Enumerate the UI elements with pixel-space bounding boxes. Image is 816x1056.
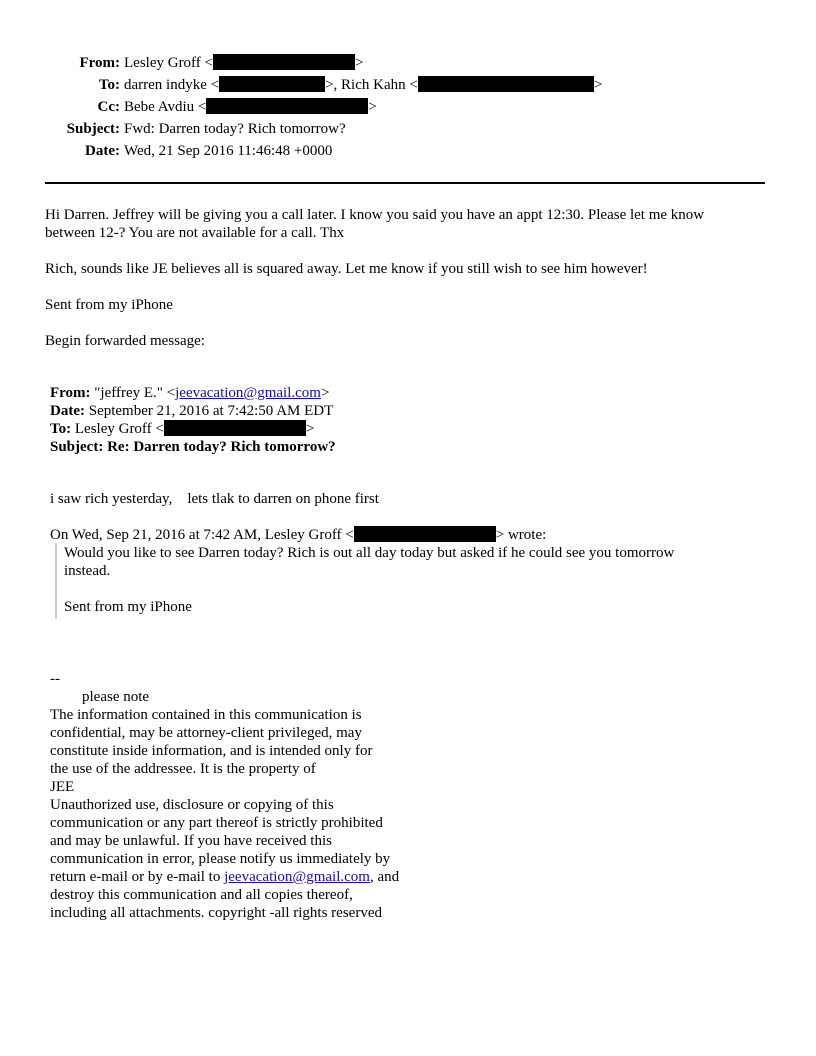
fwd-date-line — [50, 402, 333, 420]
disclaimer-line-10-end: , and — [369, 869, 400, 885]
redacted-email-to-1 — [219, 76, 325, 92]
quote-attribution-end: > wrote: — [495, 527, 547, 543]
disclaimer-line-5: JEE — [50, 779, 75, 795]
fwd-to-label: To: — [50, 421, 72, 437]
date-value: Wed, 21 Sep 2016 11:46:48 +0000 — [124, 143, 333, 159]
disclaimer-line-2: confidential, may be attorney-client privileged, may — [50, 725, 362, 741]
cc-label: Cc: — [97, 99, 120, 115]
fwd-date-value: September 21, 2016 at 7:42:50 AM EDT — [88, 403, 334, 419]
signature-please-note: please note — [82, 689, 150, 705]
fwd-from-close: > — [320, 385, 330, 401]
fwd-subject-value: Re: Darren today? Rich tomorrow? — [107, 439, 336, 455]
fwd-from-line — [50, 384, 329, 402]
redacted-email-to-2 — [418, 76, 594, 92]
to-label: To: — [98, 77, 120, 93]
fwd-from-name: "jeffrey E." < — [94, 385, 176, 401]
subject-value: Fwd: Darren today? Rich tomorrow? — [124, 121, 346, 137]
disclaimer-line-11: destroy this communication and all copies thereof, — [50, 887, 353, 903]
fwd-subject-line — [50, 438, 336, 456]
disclaimer-line-4: the use of the addressee. It is the property of — [50, 761, 316, 777]
from-label: From: — [79, 55, 120, 71]
to-name-2: >, Rich Kahn < — [325, 77, 418, 93]
to-value — [124, 76, 602, 94]
fwd-from-label: From: — [50, 385, 91, 401]
from-value — [124, 54, 363, 72]
cc-close: > — [368, 99, 377, 115]
fwd-to-line — [50, 420, 314, 438]
disclaimer-line-7: communication or any part thereof is strictly prohibited — [50, 815, 383, 831]
quote-line-2: instead. — [64, 563, 111, 579]
fwd-to-close: > — [305, 421, 315, 437]
fwd-from-email-link[interactable]: jeevacation@gmail.com — [175, 385, 321, 401]
fwd-subject-label: Subject: — [50, 439, 104, 455]
body-forwarded-intro: Begin forwarded message: — [45, 333, 205, 349]
redacted-email-quote — [354, 526, 496, 542]
body-line-3: Rich, sounds like JE believes all is squared away. Let me know if you still wish to see him however! — [45, 261, 648, 277]
body-line-2: between 12-? You are not available for a call. Thx — [45, 225, 345, 241]
to-name-1: darren indyke < — [124, 77, 220, 93]
disclaimer-line-9: communication in error, please notify us immediately by — [50, 851, 391, 867]
fwd-date-label: Date: — [50, 403, 85, 419]
disclaimer-line-8: and may be unlawful. If you have received this — [50, 833, 332, 849]
header-divider — [45, 182, 765, 184]
date-label: Date: — [85, 143, 120, 159]
from-name: Lesley Groff < — [124, 55, 213, 71]
signature-dashes: -- — [50, 671, 60, 687]
body-line-1: Hi Darren. Jeffrey will be giving you a call later. I know you said you have an appt 12:30. Please let me know — [45, 207, 705, 223]
cc-name: Bebe Avdiu < — [124, 99, 207, 115]
disclaimer-line-6: Unauthorized use, disclosure or copying of this — [50, 797, 334, 813]
disclaimer-line-10-start: return e-mail or by e-mail to — [50, 869, 225, 885]
fwd-reply-text: i saw rich yesterday, lets tlak to darren on phone first — [50, 491, 379, 507]
to-close: > — [593, 77, 603, 93]
quote-bar — [55, 543, 57, 619]
fwd-to-name: Lesley Groff < — [74, 421, 164, 437]
cc-value — [124, 98, 377, 116]
disclaimer-line-3: constitute inside information, and is intended only for — [50, 743, 373, 759]
quote-attribution — [50, 526, 546, 544]
disclaimer-line-10 — [50, 868, 399, 886]
disclaimer-line-1: The information contained in this communication is — [50, 707, 362, 723]
quote-line-1: Would you like to see Darren today? Rich is out all day today but asked if he could see you tomorrow — [64, 545, 675, 561]
disclaimer-email-link[interactable]: jeevacation@gmail.com — [224, 869, 370, 885]
quote-sent-from: Sent from my iPhone — [64, 599, 192, 615]
quote-attribution-text: On Wed, Sep 21, 2016 at 7:42 AM, Lesley Groff < — [50, 527, 354, 543]
redacted-email-from — [213, 54, 355, 70]
disclaimer-line-12: including all attachments. copyright -all rights reserved — [50, 905, 382, 921]
redacted-email-fwd-to — [164, 420, 306, 436]
body-sent-from: Sent from my iPhone — [45, 297, 173, 313]
redacted-email-cc — [206, 98, 368, 114]
from-close: > — [355, 55, 364, 71]
subject-label: Subject: — [66, 121, 120, 137]
